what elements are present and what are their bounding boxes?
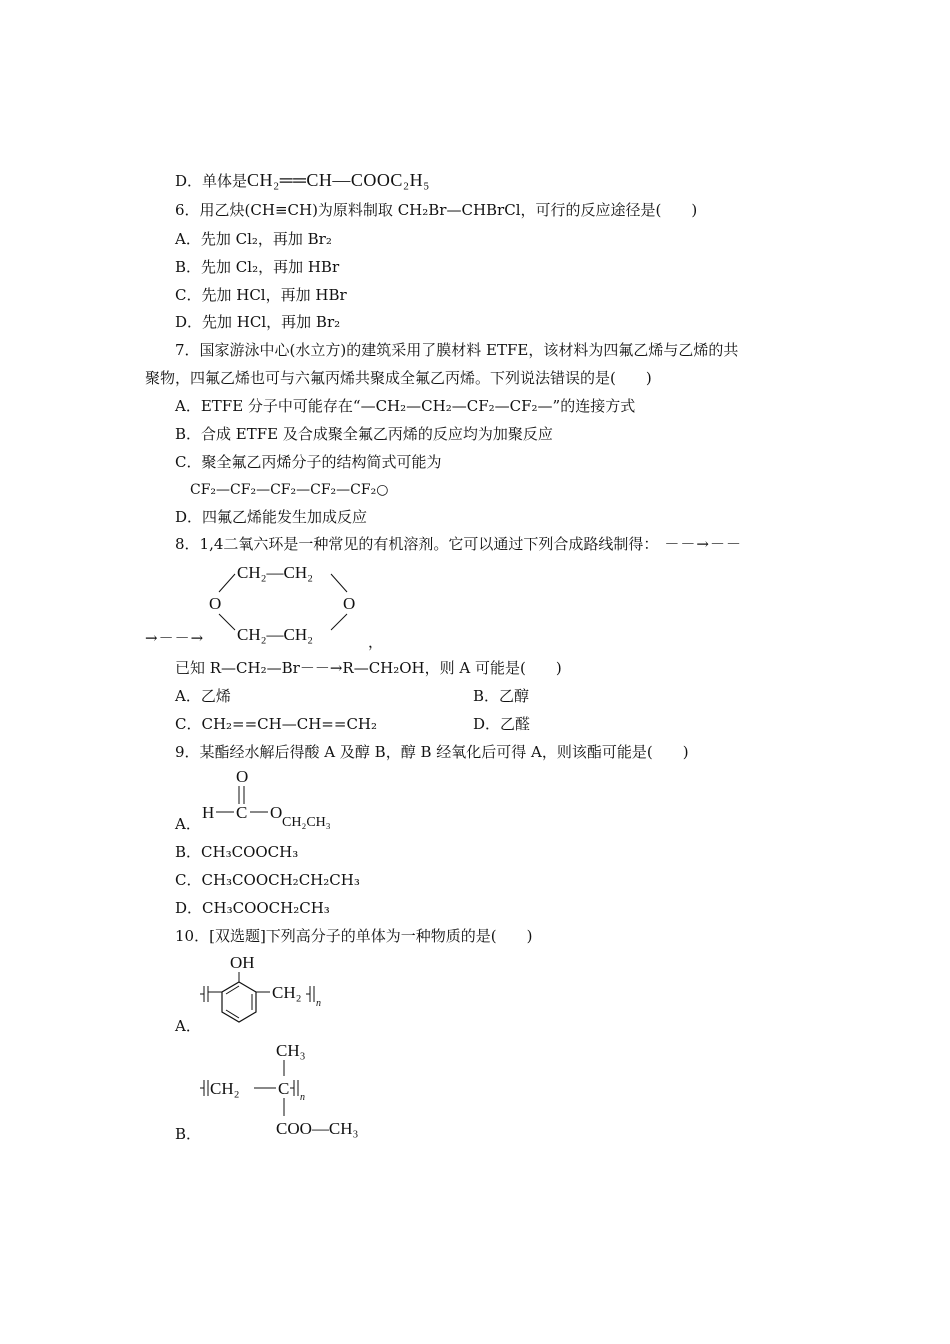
q9-a-tail: CH₂CH₃ [282, 815, 331, 830]
q10-b-coo: COO—CH₃ [276, 1119, 359, 1138]
q7-option-b: B．合成 ETFE 及合成聚全氟乙丙烯的反应均为加聚反应 [175, 425, 553, 443]
q8-ring-o-right: O [343, 594, 356, 613]
q5-option-d [175, 170, 430, 191]
q8-ring-bond [219, 574, 235, 592]
q8-ring-top: CH₂—CH₂ [237, 563, 314, 582]
q8-stem-text: 8．1,4二氧六环是一种常见的有机溶剂。它可以通过下列合成路线制得： [175, 535, 659, 553]
q10-option-a-structure [196, 948, 346, 1032]
q8-ring-bond [331, 614, 347, 630]
q9-a-c: C [236, 803, 248, 822]
q6-option-b: B．先加 Cl₂，再加 HBr [175, 258, 340, 276]
q10-b-ch2: CH₂ [210, 1079, 240, 1098]
q8-ring-bond [331, 574, 347, 592]
q10-a-n: n [316, 998, 321, 1009]
q10-option-b-structure [196, 1036, 386, 1142]
q10-a-inner-bond [226, 986, 239, 994]
q7-option-c-formula: CF₂—CF₂—CF₂—CF₂—CF₂○ [190, 482, 389, 498]
q9-option-a-label: A． [175, 815, 201, 833]
q8-option-a: A．乙烯 [175, 687, 231, 705]
q8-arrow-1: －－→－－ [664, 535, 742, 553]
q9-option-a-structure [198, 764, 338, 836]
q8-arrow-2: →－－→ [145, 629, 205, 647]
q8-dioxane-ring [195, 556, 375, 652]
q8-ring-bottom: CH₂—CH₂ [237, 625, 314, 644]
q7-stem-line2: 聚物，四氟乙烯也可与六氟丙烯共聚成全氟乙丙烯。下列说法错误的是( ) [145, 369, 652, 387]
q8-option-b: B．乙醇 [473, 687, 530, 705]
q8-known: 已知 R—CH₂—Br－－→R—CH₂OH，则 A 可能是( ) [175, 659, 562, 677]
q8-option-d: D．乙醛 [473, 715, 531, 733]
q9-option-b: B．CH₃COOCH₃ [175, 843, 299, 861]
q5-option-d-prefix: D．单体是 [175, 172, 248, 190]
q10-option-a-label: A． [175, 1017, 201, 1035]
q7-stem-line1: 7．国家游泳中心(水立方)的建筑采用了膜材料 ETFE，该材料为四氟乙烯与乙烯的共 [175, 341, 739, 359]
q10-a-inner-bond [226, 1010, 239, 1018]
q7-option-d: D．四氟乙烯能发生加成反应 [175, 508, 368, 526]
q10-b-ch3: CH₃ [276, 1041, 306, 1060]
q9-stem: 9．某酯经水解后得酸 A 及醇 B，醇 B 经氧化后可得 A，则该酯可能是( ) [175, 743, 689, 761]
q10-a-ch2: CH₂ [272, 983, 302, 1002]
q7-option-c: C．聚全氟乙丙烯分子的结构简式可能为 [175, 453, 442, 471]
q6-option-c: C．先加 HCl，再加 HBr [175, 286, 347, 304]
q5-option-d-formula: CH₂══CH—COOC₂H₅ [247, 170, 430, 190]
q10-b-c: C [278, 1079, 290, 1098]
q10-option-b-label: B． [175, 1125, 202, 1143]
q9-a-h: H [202, 803, 215, 822]
q9-option-d: D．CH₃COOCH₂CH₃ [175, 899, 330, 917]
q8-ring-bond [219, 614, 235, 630]
q10-a-oh: OH [230, 953, 255, 972]
q6-option-d: D．先加 HCl，再加 Br₂ [175, 313, 341, 331]
q6-option-a: A．先加 Cl₂，再加 Br₂ [175, 230, 332, 248]
q10-stem: 10．[双选题]下列高分子的单体为一种物质的是( ) [175, 927, 533, 945]
q10-b-n: n [300, 1092, 305, 1103]
q6-stem: 6．用乙炔(CH≡CH)为原料制取 CH₂Br—CHBrCl，可行的反应途径是( ) [175, 201, 698, 219]
q8-stem [175, 534, 742, 554]
q8-comma: ， [368, 633, 384, 651]
q8-ring-o-left: O [209, 594, 222, 613]
q9-option-c: C．CH₃COOCH₂CH₂CH₃ [175, 871, 360, 889]
q8-option-c: C．CH₂==CH—CH==CH₂ [175, 715, 378, 733]
q10-a-benzene-ring [222, 982, 256, 1022]
q7-option-a: A．ETFE 分子中可能存在“—CH₂—CH₂—CF₂—CF₂—”的连接方式 [175, 397, 636, 415]
q9-a-o: O [270, 803, 283, 822]
q9-a-carbonyl-o: O [236, 767, 249, 786]
